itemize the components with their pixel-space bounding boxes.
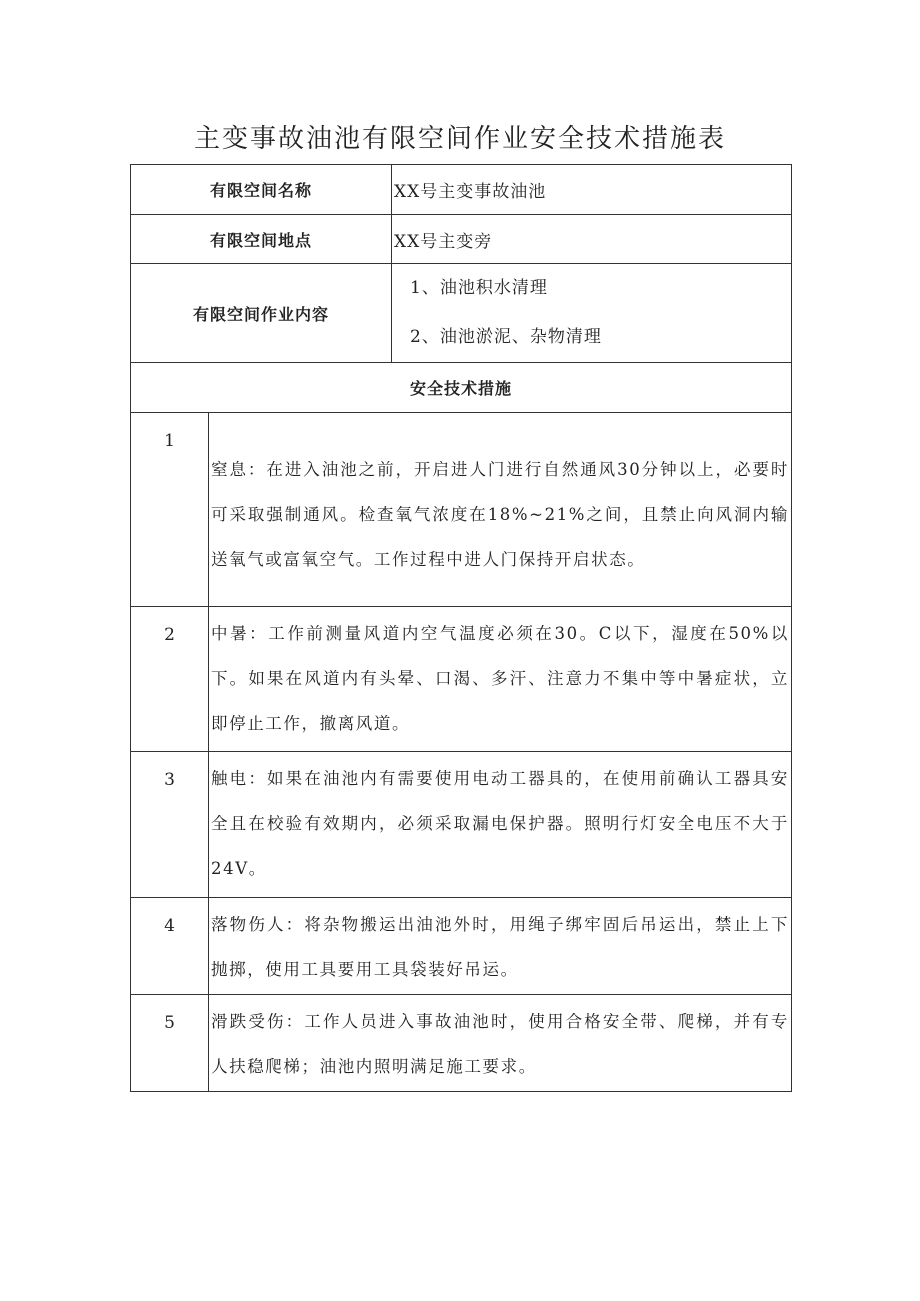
- space-name-label: 有限空间名称: [131, 165, 392, 215]
- table-row: [131, 413, 792, 607]
- measure-number: 1: [131, 413, 209, 607]
- space-name-value: XX号主变事故油池: [392, 165, 792, 215]
- work-content-label: 有限空间作业内容: [131, 264, 392, 363]
- measure-number: 4: [131, 898, 209, 995]
- measure-text: 触电：如果在油池内有需要使用电动工器具的，在使用前确认工器具安全且在校验有效期内，必须采取漏电保护器。照明行灯安全电压不大于24V。: [209, 752, 792, 898]
- table-row: [131, 898, 792, 995]
- safety-measures-table: [130, 164, 792, 1092]
- work-item: 1、油池积水清理: [410, 278, 548, 298]
- table-row-work: [131, 264, 792, 363]
- table-row: [131, 607, 792, 752]
- measure-text: 窒息：在进入油池之前，开启进人门进行自然通风30分钟以上，必要时可采取强制通风。检查氧气浓度在18%~21%之间，且禁止向风洞内输送氧气或富氧空气。工作过程中进人门保持开启状态。: [209, 413, 792, 607]
- work-item: 2、油池淤泥、杂物清理: [410, 327, 602, 347]
- work-content-list: [392, 264, 792, 363]
- space-location-value: XX号主变旁: [392, 215, 792, 264]
- measures-header: 安全技术措施: [131, 363, 792, 413]
- measure-text: 落物伤人：将杂物搬运出油池外时，用绳子绑牢固后吊运出，禁止上下抛掷，使用工具要用工具袋装好吊运。: [209, 898, 792, 995]
- table-row-section-header: [131, 363, 792, 413]
- measure-text: 中暑：工作前测量风道内空气温度必须在30。C以下，湿度在50%以下。如果在风道内有头晕、口渴、多汗、注意力不集中等中暑症状，立即停止工作，撤离风道。: [209, 607, 792, 752]
- measure-number: 2: [131, 607, 209, 752]
- measure-number: 5: [131, 995, 209, 1092]
- space-location-label: 有限空间地点: [131, 215, 392, 264]
- table-row-name: [131, 165, 792, 215]
- table-row-location: [131, 215, 792, 264]
- table-row: [131, 752, 792, 898]
- measure-text: 滑跌受伤：工作人员进入事故油池时，使用合格安全带、爬梯，并有专人扶稳爬梯；油池内照明满足施工要求。: [209, 995, 792, 1092]
- measure-number: 3: [131, 752, 209, 898]
- table-row: [131, 995, 792, 1092]
- page-title: 主变事故油池有限空间作业安全技术措施表: [193, 124, 726, 154]
